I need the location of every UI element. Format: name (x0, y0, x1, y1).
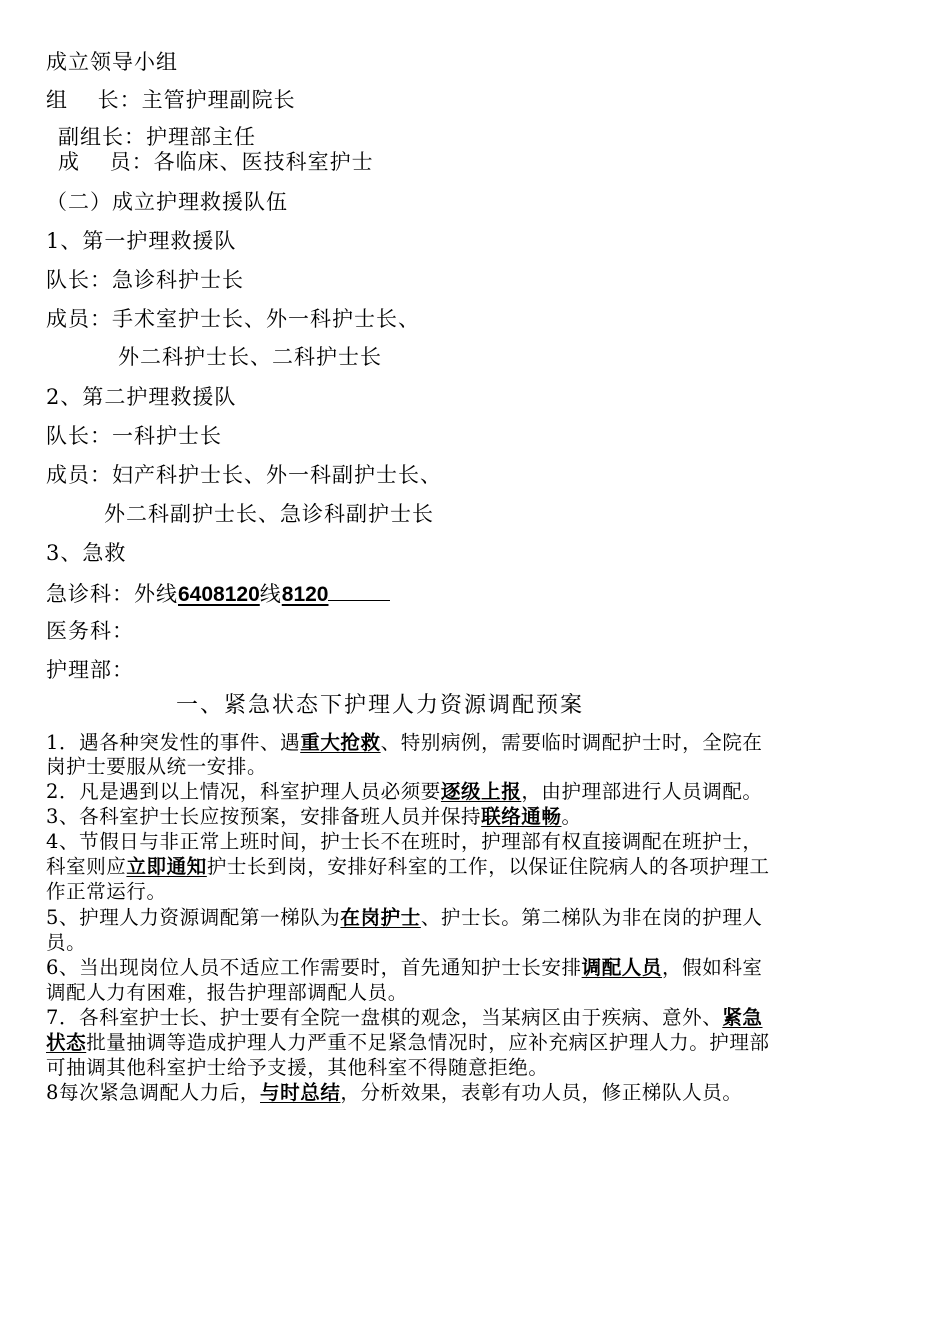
rescue-title: 3、急救 (46, 541, 127, 565)
p8-text-b: ，分析效果，表彰有功人员，修正梯队人员。 (340, 1081, 743, 1104)
p1-keyword: 重大抢救 (300, 731, 381, 754)
team1-members-cont: 外二科护士长、二科护士长 (118, 345, 382, 369)
team2-members-cont: 外二科副护士长、急诊科副护士长 (104, 502, 434, 526)
member-line: 成 员：各临床、医技科室护士 (58, 150, 374, 174)
p6-text-a: 6、当出现岗位人员不适应工作需要时，首先通知护士长安排 (46, 956, 582, 979)
p7-keyword-1: 紧急 (722, 1006, 763, 1029)
paragraph-1 (46, 732, 763, 754)
p4-text-b: 科室则应 (46, 855, 127, 878)
team1-title: 1、第一护理救援队 (46, 229, 237, 253)
team-title: （二）成立护理救援队伍 (46, 190, 288, 214)
p8-keyword: 与时总结 (260, 1081, 341, 1104)
p2-text-a: 2．凡是遇到以上情况，科室护理人员必须要 (46, 780, 441, 803)
nursing-dept-line: 护理部： (46, 658, 134, 682)
p7-text-b: 批量抽调等造成护理人力严重不足紧急情况时，应补充病区护理人力。护理部 (86, 1031, 770, 1054)
paragraph-5 (46, 907, 763, 929)
p4-text-c: 护士长到岗，安排好科室的工作，以保证住院病人的各项护理工 (206, 855, 770, 878)
paragraph-6 (46, 957, 763, 979)
team2-captain: 队长：一科护士长 (46, 424, 222, 448)
p3-text-b: 。 (561, 805, 582, 828)
paragraph-7-end: 可抽调其他科室护士给予支援，其他科室不得随意拒绝。 (46, 1056, 549, 1079)
group-title: 成立领导小组 (46, 50, 178, 74)
p7-keyword-2: 状态 (46, 1031, 87, 1054)
p1-text-a: 1．遇各种突发性的事件、遇 (46, 731, 301, 754)
team2-members: 成员：妇产科护士长、外一科副护士长、 (46, 463, 442, 487)
p5-text-a: 5、护理人力资源调配第一梯队为 (46, 906, 341, 929)
paragraph-6-cont: 调配人力有困难，报告护理部调配人员。 (46, 981, 408, 1004)
emergency-inner-number: 8120 (281, 583, 329, 606)
emergency-outer-number: 6408120 (178, 583, 260, 606)
emergency-line (46, 580, 390, 607)
paragraph-7 (46, 1007, 763, 1029)
p6-text-b: ，假如科室 (662, 956, 763, 979)
p3-text-a: 3、各科室护士长应按预案，安排备班人员并保持 (46, 805, 482, 828)
blank-underline (328, 580, 390, 601)
paragraph-2 (46, 781, 763, 803)
p5-keyword: 在岗护士 (340, 906, 421, 929)
p8-text-a: 8每次紧急调配人力后， (46, 1081, 261, 1104)
paragraph-7-cont (46, 1032, 770, 1054)
team1-members: 成员：手术室护士长、外一科护士长、 (46, 307, 420, 331)
paragraph-5-cont: 员。 (46, 931, 87, 954)
p1-text-b: 、特别病例，需要临时调配护士时，全院在 (380, 731, 763, 754)
paragraph-1-cont: 岗护士要服从统一安排。 (46, 755, 268, 778)
p2-text-b: ，由护理部进行人员调配。 (521, 780, 763, 803)
deputy-line: 副组长：护理部主任 (58, 125, 256, 149)
emergency-label: 急诊科：外线 (46, 582, 178, 606)
p2-keyword: 逐级上报 (440, 780, 522, 803)
p5-text-b: 、护士长。第二梯队为非在岗的护理人 (420, 906, 763, 929)
team1-captain: 队长：急诊科护士长 (46, 268, 244, 292)
paragraph-8 (46, 1082, 742, 1104)
medical-affairs-line: 医务科： (46, 619, 134, 643)
paragraph-4-end: 作正常运行。 (46, 880, 167, 903)
p6-keyword: 调配人员 (581, 956, 663, 979)
paragraph-4: 4、节假日与非正常上班时间，护士长不在班时，护理部有权直接调配在班护士， (46, 830, 763, 853)
paragraph-4-cont (46, 856, 770, 878)
emergency-mid: 线 (259, 582, 282, 606)
section-heading: 一、紧急状态下护理人力资源调配预案 (176, 693, 585, 718)
leader-line: 组 长：主管护理副院长 (46, 88, 296, 112)
team2-title: 2、第二护理救援队 (46, 385, 237, 409)
p7-text-a: 7．各科室护士长、护士要有全院一盘棋的观念，当某病区由于疾病、意外、 (46, 1006, 723, 1029)
paragraph-3 (46, 806, 582, 828)
p3-keyword: 联络通畅 (481, 805, 562, 828)
p4-keyword: 立即通知 (126, 855, 207, 878)
